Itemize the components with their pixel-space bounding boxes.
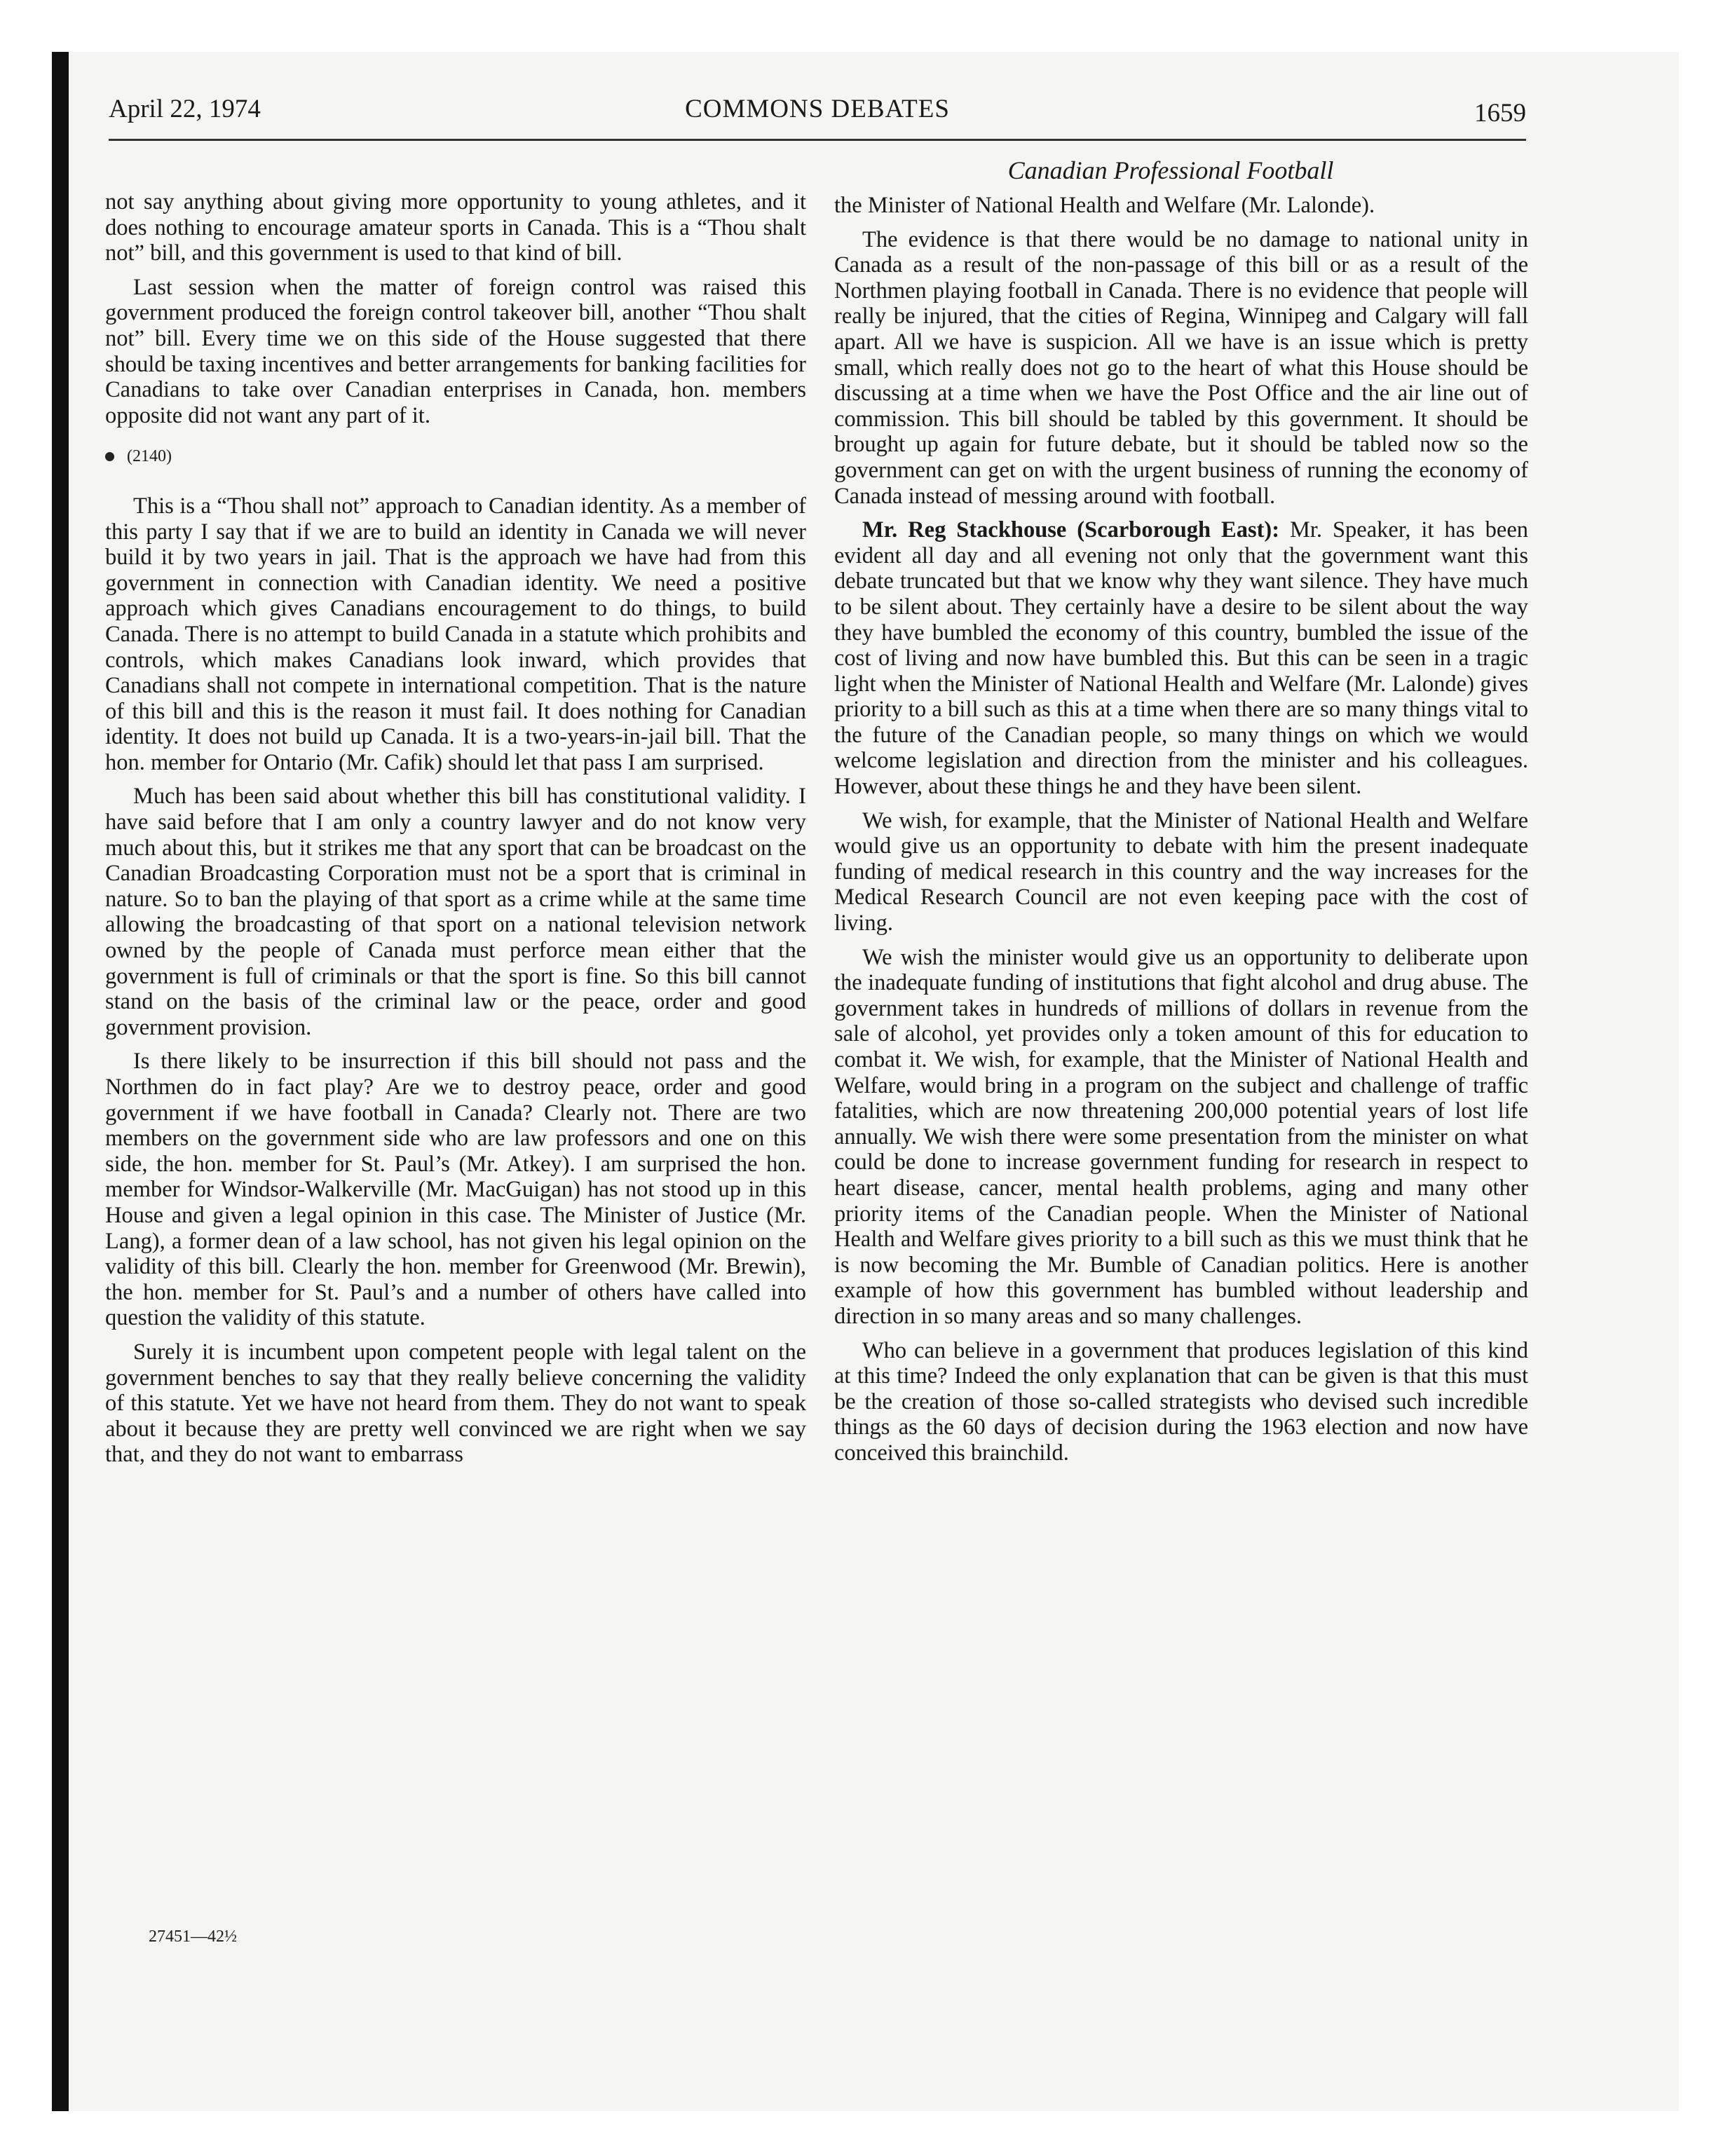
scan-edge [52,52,69,2111]
speech-paragraph [834,517,1528,800]
paragraph: We wish, for example, that the Minister of National Health and Welfare would give us an opportunity to debate with him the present inadequate funding of medical research in this country and the way increases for the Medical Research Council are not even keeping pace with the cost of living. [834,807,1528,936]
paragraph: the Minister of National Health and Welfare (Mr. Lalonde). [834,193,1375,218]
time-marker [105,444,806,470]
header-page-number: 1659 [1474,99,1526,128]
left-column [105,189,806,1476]
page-header [109,94,1526,136]
running-title: Canadian Professional Football [1007,156,1334,184]
paragraph: Last session when the matter of foreign control was raised this government produced the foreign control takeover bill, another “Thou shalt not” bill. Every time we on this side of the House suggested that there should be taxing incentives and better arrangements for banking facilities for Canadians to take over Canadian enterprises in Canada, hon. members opposite did not want any part of it. [105,274,806,428]
paragraph: Who can believe in a government that produces legislation of this kind at this time? Indeed the only explanation that can be given is that this must be the creation of those so-called strategists who devised such incredible things as the 60 days of decision during the 1963 election and now have conceived this brainchild. [834,1337,1528,1466]
paragraph: This is a “Thou shall not” approach to Canadian identity. As a member of this party I say that if we are to build an identity in Canada we will never build it by two years in jail. That is the approach we have had from this government in connection with Canadian identity. We need a positive approach which gives Canadians encouragement to do things, to build Canada. There is no attempt to build Canada in a statute which prohibits and controls, which makes Canadians look inward, which provides that Canadians shall not compete in international competition. That is the nature of this bill and this is the reason it must fail. It does nothing for Canadian identity. It does not build up Canada. It is a two-years-in-jail bill. That the hon. member for Ontario (Mr. Cafik) should let that pass I am surprised. [105,493,806,775]
header-date: April 22, 1974 [109,95,261,123]
bullet-icon [105,452,114,461]
speech-text: Mr. Speaker, it has been evident all day and all evening not only that the government want this debate truncated but that we know why they want silence. They have much to be silent about. They certainly have a desire to be silent about the way they have bumbled the economy of this country, bumbled the issue of the cost of living and now have bumbled this. But this can be seen in a tragic light when the Minister of National Health and Welfare (Mr. Lalonde) gives priority to a bill such as this at a time when there are so many things vital to the future of the Canadian people, so many things on which we would welcome legislation and direction from the minister and his colleagues. However, about these things he and they have been silent. [834,517,1528,800]
paragraph: We wish the minister would give us an opportunity to deliberate upon the inadequate funding of institutions that fight alcohol and drug abuse. The government takes in hundreds of millions of dollars in revenue from the sale of alcohol, yet provides only a token amount of this for education to combat it. We wish, for example, that the Minister of National Health and Welfare, would bring in a program on the subject and challenge of traffic fatalities, which are now threatening 200,000 potential years of lost life annually. We wish there were some presentation from the minister on what could be done to increase government funding for research in respect to heart disease, cancer, mental health problems, aging and many other priority items of the Canadian people. When the Minister of National Health and Welfare gives priority to a bill such as this we must think that he is now becoming the Mr. Bumble of Canadian politics. Here is another example of how this government has bumbled without leadership and direction in so many areas and so many challenges. [834,944,1528,1329]
speaker-name: Mr. Reg Stackhouse (Scarborough East): [862,517,1280,543]
header-rule [109,139,1526,141]
paragraph: Surely it is incumbent upon competent people with legal talent on the government benches to say that they really believe concerning the validity of this statute. Yet we have not heard from them. They do not want to speak about it because they are pretty well convinced we are right when we say that, and they do not want to embarrass [105,1339,806,1468]
time-marker-label: (2140) [127,447,172,466]
header-title: COMMONS DEBATES [685,95,950,123]
paragraph: Much has been said about whether this bill has constitutional validity. I have said before that I am only a country lawyer and do not know very much about this, but it strikes me that any sport that can be broadcast on the Canadian Broadcasting Corporation must not be a sport that is criminal in nature. So to ban the playing of that sport as a crime while at the same time allowing the broadcasting of that sport on a national television network owned by the people of Canada must perforce mean either that the government is full of criminals or that the sport is fine. So this bill cannot stand on the basis of the criminal law or the peace, order and good government provision. [105,784,806,1040]
footer-code: 27451—42½ [149,1928,237,1946]
paragraph: Is there likely to be insurrection if this bill should not pass and the Northmen do in fact play? Are we to destroy peace, order and good government if we have football in Canada? Clearly not. There are two members on the government side who are law professors and one on this side, the hon. member for St. Paul’s (Mr. Atkey). I am surprised the hon. member for Windsor-Walkerville (Mr. MacGuigan) has not stood up in this House and given a legal opinion in this case. The Minister of Justice (Mr. Lang), a former dean of a law school, has not given his legal opinion on the validity of this bill. Clearly the hon. member for Greenwood (Mr. Brewin), the hon. member for St. Paul’s and a number of others have called into question the validity of this statute. [105,1049,806,1331]
paragraph: The evidence is that there would be no damage to national unity in Canada as a result of the non-passage of this bill or as a result of the Northmen playing football in Canada. There is no evidence that people will really be injured, that the cities of Regina, Winnipeg and Calgary will fall apart. All we have is suspicion. All we have is an issue which is pretty small, which really does not go to the heart of what this House should be discussing at a time when we have the Post Office and the air line out of commission. This bill should be tabled by this government. It should be brought up again for future debate, but it should be tabled now so the government can get on with the urgent business of running the economy of Canada instead of messing around with football. [834,226,1528,509]
paragraph: not say anything about giving more opportunity to young athletes, and it does nothing to encourage amateur sports in Canada. This is a “Thou shalt not” bill, and this government is used to that kind of bill. [105,189,806,266]
right-column [834,193,1528,1475]
